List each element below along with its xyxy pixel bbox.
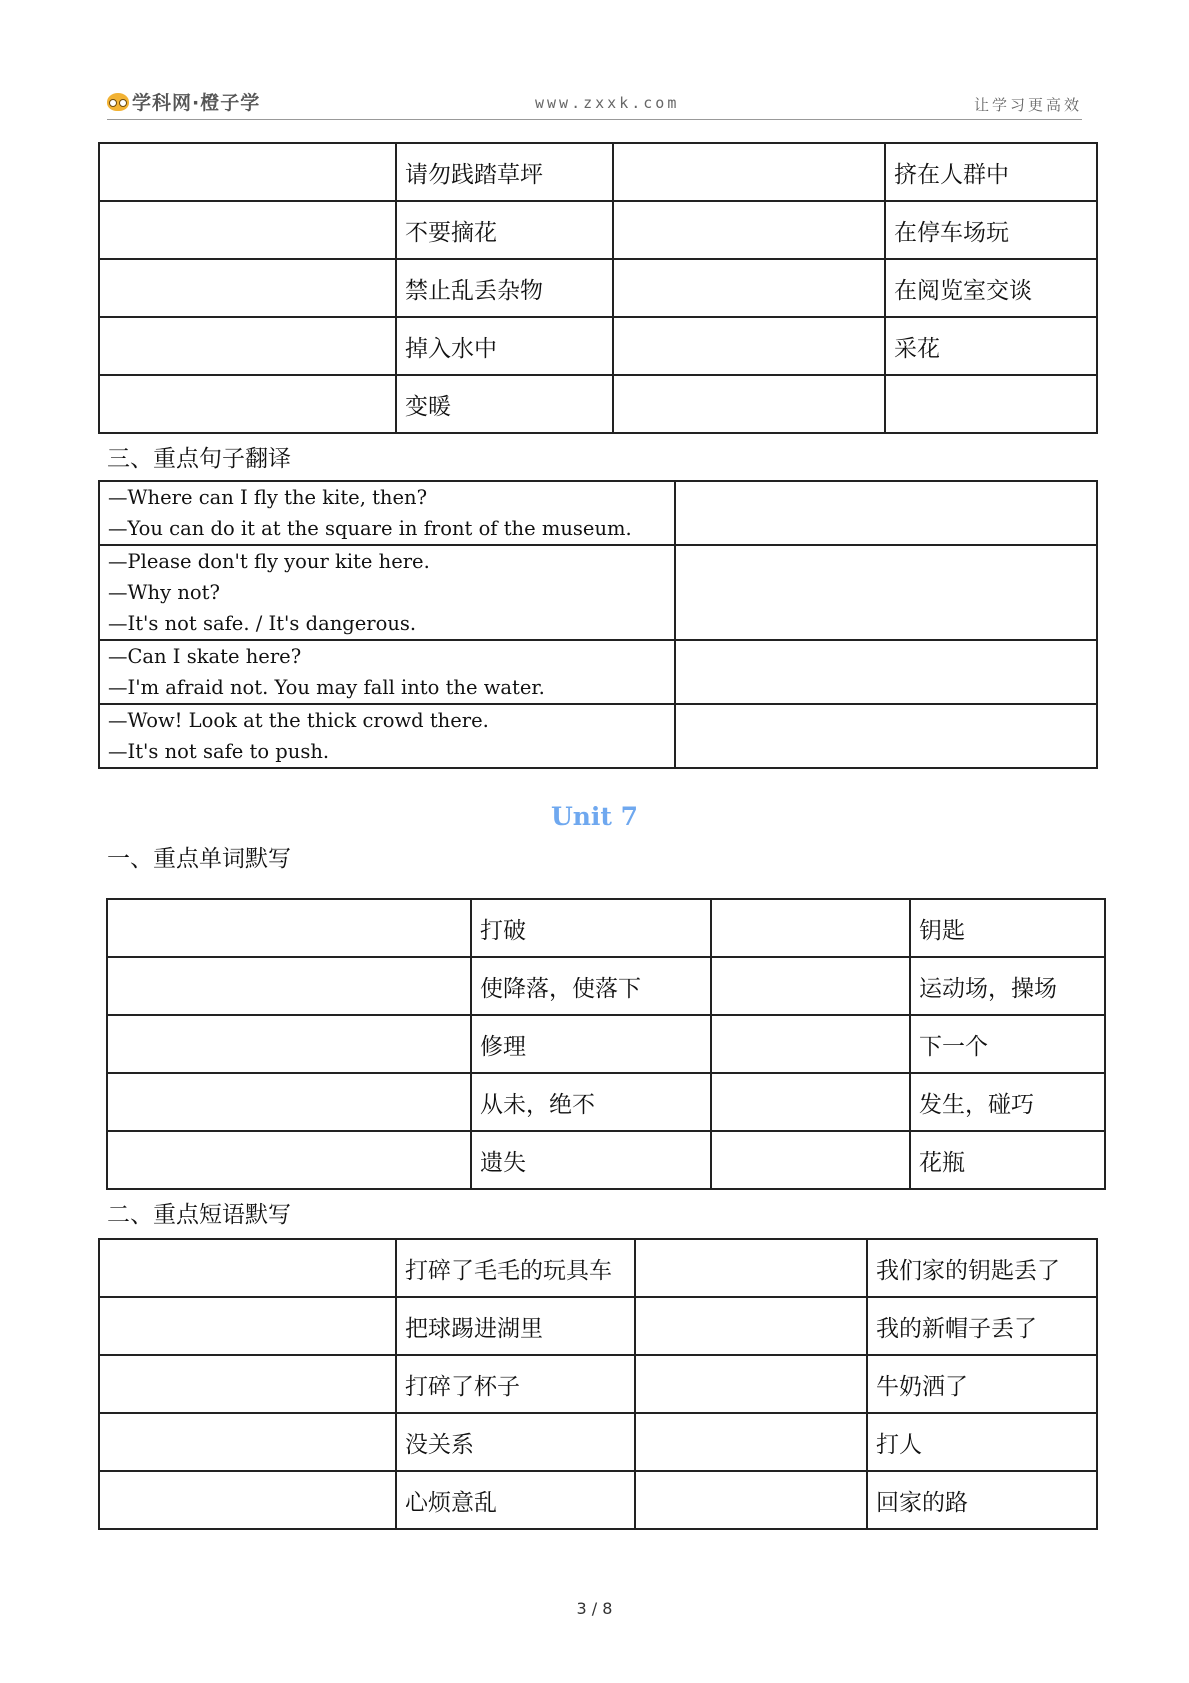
sentence-line: —Where can I fly the kite, then? (108, 486, 428, 509)
logo-text: 学科网·橙子学 (132, 92, 261, 114)
answer-cell[interactable] (613, 259, 885, 317)
table-row (107, 1131, 1105, 1189)
word-dictation-table (106, 898, 1106, 1190)
table-row (99, 1239, 1097, 1297)
table-row (99, 375, 1097, 433)
translation-answer-cell[interactable] (675, 704, 1097, 768)
translation-answer-cell[interactable] (675, 545, 1097, 640)
table-row (99, 201, 1097, 259)
answer-cell[interactable] (711, 1131, 910, 1189)
prompt-cell: 下一个 (910, 1015, 1105, 1073)
answer-cell[interactable] (99, 1413, 396, 1471)
site-url[interactable]: www.zxxk.com (535, 94, 680, 112)
table-row (99, 317, 1097, 375)
sentence-cell (99, 704, 675, 768)
header-divider (107, 119, 1082, 120)
answer-cell[interactable] (711, 1015, 910, 1073)
table-row (99, 640, 1097, 704)
sentence-line: —It's not safe. / It's dangerous. (108, 612, 417, 635)
prompt-cell: 修理 (471, 1015, 711, 1073)
answer-cell[interactable] (99, 1239, 396, 1297)
prompt-cell: 牛奶洒了 (867, 1355, 1097, 1413)
prompt-cell: 打人 (867, 1413, 1097, 1471)
prompt-cell: 变暖 (396, 375, 613, 433)
answer-cell[interactable] (107, 1131, 471, 1189)
table-row (99, 143, 1097, 201)
answer-cell[interactable] (107, 899, 471, 957)
prompt-cell: 我们家的钥匙丢了 (867, 1239, 1097, 1297)
sentence-translation-table (98, 480, 1098, 769)
prompt-cell: 回家的路 (867, 1471, 1097, 1529)
answer-cell[interactable] (99, 317, 396, 375)
answer-cell[interactable] (613, 375, 885, 433)
answer-cell[interactable] (107, 1073, 471, 1131)
prompt-cell: 从未，绝不 (471, 1073, 711, 1131)
prompt-cell: 遗失 (471, 1131, 711, 1189)
prompt-cell: 打破 (471, 899, 711, 957)
translation-answer-cell[interactable] (675, 640, 1097, 704)
answer-cell[interactable] (711, 899, 910, 957)
table-row (99, 704, 1097, 768)
answer-cell[interactable] (635, 1413, 867, 1471)
answer-cell[interactable] (99, 201, 396, 259)
prompt-cell: 把球踢进湖里 (396, 1297, 635, 1355)
answer-cell[interactable] (711, 957, 910, 1015)
prompt-cell: 在阅览室交谈 (885, 259, 1097, 317)
translation-answer-cell[interactable] (675, 481, 1097, 545)
answer-cell[interactable] (99, 375, 396, 433)
phrase-dictation-table (98, 1238, 1098, 1530)
prompt-cell: 心烦意乱 (396, 1471, 635, 1529)
table-row (99, 545, 1097, 640)
table-row (99, 1355, 1097, 1413)
page-header (107, 86, 1082, 118)
answer-cell[interactable] (613, 201, 885, 259)
sentence-line: —Can I skate here? (108, 645, 302, 668)
prompt-cell: 掉入水中 (396, 317, 613, 375)
answer-cell[interactable] (99, 1297, 396, 1355)
answer-cell[interactable] (635, 1355, 867, 1413)
answer-cell[interactable] (99, 143, 396, 201)
owl-logo-icon (107, 93, 129, 111)
prompt-cell: 挤在人群中 (885, 143, 1097, 201)
answer-cell[interactable] (99, 1355, 396, 1413)
prompt-cell: 请勿践踏草坪 (396, 143, 613, 201)
sentence-line: —It's not safe to push. (108, 740, 330, 763)
answer-cell[interactable] (635, 1297, 867, 1355)
sentence-cell (99, 640, 675, 704)
phrase-table-continued (98, 142, 1098, 434)
sentence-line: —Please don't fly your kite here. (108, 550, 430, 573)
sentence-cell (99, 481, 675, 545)
answer-cell[interactable] (711, 1073, 910, 1131)
table-row (107, 957, 1105, 1015)
prompt-cell: 没关系 (396, 1413, 635, 1471)
sentence-line: —You can do it at the square in front of the museum. (108, 517, 632, 540)
table-row (99, 1471, 1097, 1529)
table-row (99, 1413, 1097, 1471)
answer-cell[interactable] (107, 957, 471, 1015)
prompt-cell: 使降落，使落下 (471, 957, 711, 1015)
table-row (99, 481, 1097, 545)
sentence-line: —Why not? (108, 581, 220, 604)
answer-cell[interactable] (99, 259, 396, 317)
prompt-cell: 我的新帽子丢了 (867, 1297, 1097, 1355)
table-row (107, 1015, 1105, 1073)
sentence-line: —Wow! Look at the thick crowd there. (108, 709, 489, 732)
prompt-cell: 钥匙 (910, 899, 1105, 957)
section-heading-phrases: 二、重点短语默写 (107, 1202, 291, 1228)
answer-cell[interactable] (635, 1471, 867, 1529)
prompt-cell: 禁止乱丢杂物 (396, 259, 613, 317)
prompt-cell (885, 375, 1097, 433)
table-row (107, 1073, 1105, 1131)
answer-cell[interactable] (613, 143, 885, 201)
answer-cell[interactable] (107, 1015, 471, 1073)
sentence-line: —I'm afraid not. You may fall into the water. (108, 676, 545, 699)
prompt-cell: 打碎了杯子 (396, 1355, 635, 1413)
section-heading-words: 一、重点单词默写 (107, 846, 291, 872)
page-number: 3 / 8 (576, 1599, 613, 1618)
table-row (99, 259, 1097, 317)
prompt-cell: 打碎了毛毛的玩具车 (396, 1239, 635, 1297)
prompt-cell: 发生，碰巧 (910, 1073, 1105, 1131)
answer-cell[interactable] (613, 317, 885, 375)
prompt-cell: 花瓶 (910, 1131, 1105, 1189)
answer-cell[interactable] (635, 1239, 867, 1297)
table-row (107, 899, 1105, 957)
site-slogan: 让学习更高效 (973, 96, 1082, 114)
sentence-cell (99, 545, 675, 640)
prompt-cell: 采花 (885, 317, 1097, 375)
prompt-cell: 不要摘花 (396, 201, 613, 259)
site-logo[interactable] (107, 88, 260, 115)
section-heading-sentences: 三、重点句子翻译 (107, 446, 291, 472)
table-row (99, 1297, 1097, 1355)
prompt-cell: 在停车场玩 (885, 201, 1097, 259)
unit-title: Unit 7 (550, 802, 639, 831)
answer-cell[interactable] (99, 1471, 396, 1529)
prompt-cell: 运动场，操场 (910, 957, 1105, 1015)
